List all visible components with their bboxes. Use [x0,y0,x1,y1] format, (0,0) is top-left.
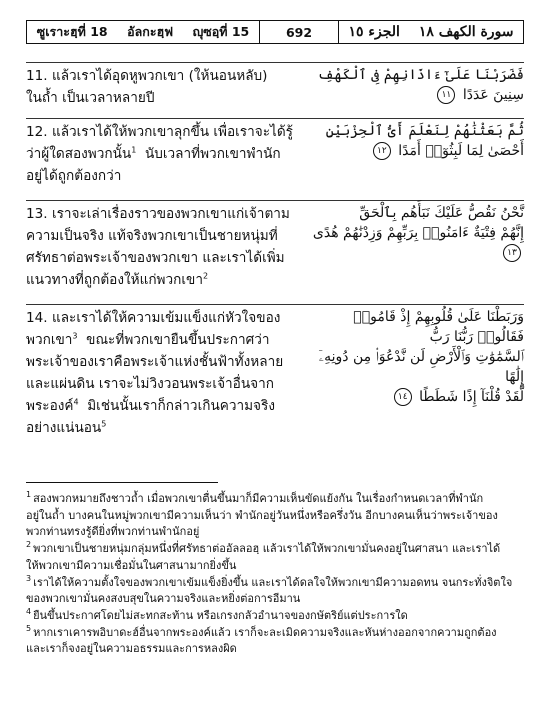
verse-block-11 [26,62,524,117]
arabic-line: إِنَّهُمْ فِتْيَةٌ ءَامَنُوا۟ بِرَبِّهِمْ وَزِدْنَٰهُمْ هُدًى [312,225,524,241]
verse-line: 14. และเราได้ให้ความเข้มแข็งแก่หัวใจของ [26,310,281,326]
verse-line: ขณะที่พวกเขายืนขึ้นประกาศว่า [86,332,270,348]
footnote-line: ยืนขึ้นประกาศโดยไม่สะทกสะท้าน หรือเกรงกลัวอำนาจของกษัตริย์แต่ประการใด [33,608,408,622]
verse-line: ความเป็นจริง แท้จริงพวกเขาเป็นชายหนุ่มที่ [26,228,278,244]
footnote-line: และเราก็จงอยู่ในความอธรรมและการหลงผิด [26,642,237,656]
footnote-ref: 1 [131,145,137,155]
ayah-number-marker: ١٤ [394,388,412,406]
arabic-line: وَرَبَطْنَا عَلَىٰ قُلُوبِهِمْ إِذْ قَامُوا۟ فَقَالُوا۟ رَبُّنَا رَبُّ [353,309,524,345]
verse-line: ว่าผู้ใดสองพวกนั้น [26,146,132,162]
page-number: 692 [259,21,339,43]
ayah-number-marker: ١١ [437,86,455,104]
footnotes-section [26,491,524,658]
arabic-line: أَحْصَىٰ لِمَا لَبِثُوٓا۟ أَمَدًا [398,143,524,159]
ayah-number-marker: ١٢ [373,142,391,160]
footnote-line: ของพวกเขามั่นคงสงบสุขในความจริงและหยิ่งต่อการอีมาน [26,592,301,606]
header-arabic-info [339,24,523,40]
verse-arabic [312,201,524,303]
header-juz-number: ญุซอฺที่ 15 [192,24,250,39]
footnote-line: เราได้ให้ความตั้งใจของพวกเขาเข้มแข็งยิ่งขึ้น และเราได้ดลใจให้พวกเขามีความอดทน จนกระทั่งจิตใจ [33,575,513,589]
arabic-line: نَّحْنُ نَقُصُّ عَلَيْكَ نَبَأَهُم بِٱلْحَقِّ [359,205,524,221]
verse-line: อยู่ได้ถูกต้องกว่า [26,168,122,184]
verse-translation [26,201,302,303]
arabic-line: ثُمَّ بَعَثْنَٰهُمْ لِنَعْلَمَ أَىُّ ٱلْحِزْبَيْنِ [325,123,524,139]
footnote-ref: 5 [101,419,107,429]
header-arabic-juz: الجزء ١٥ [348,24,400,40]
footnote-line: พวกเขาเป็นชายหนุ่มกลุ่มหนึ่งที่ศรัทธาต่ออัลลอฮฺ แล้วเราได้ให้พวกเขามั่นคงอยู่ในศาสนา และเราได้ [33,542,501,556]
footnote-ref: 3 [72,331,78,341]
footnote-line: พวกท่านทรงรู้ดียิ่งที่พวกท่านพำนักอยู่ [26,525,200,539]
page-header [26,20,524,44]
verse-line: 12. แล้วเราได้ให้พวกเขาลุกขึ้น เพื่อเราจะได้รู้ [26,124,293,140]
footnote-divider [26,482,218,483]
footnote-number: 1 [26,490,32,500]
verse-line: และแผ่นดิน เราจะไม่วิงวอนพระเจ้าอื่นจาก [26,376,274,392]
verse-line: 11. แล้วเราได้อุดหูพวกเขา (ให้นอนหลับ) [26,68,268,84]
footnote [26,541,524,574]
verse-line: พระเจ้าของเราคือพระเจ้าแห่งชั้นฟ้าทั้งหลาย [26,354,284,370]
verse-block-14 [26,304,524,453]
arabic-line: لَّقَدْ قُلْنَآ إِذًا شَطَطًا [419,389,524,405]
footnote-ref: 4 [73,397,79,407]
footnote [26,625,524,658]
footnote [26,491,524,541]
footnote-line: หากเราเคารพอิบาดะฮ์อื่นจากพระองค์แล้ว เราก็จะละเมิดความจริงและหันห่างออกจากความถูกต้อง [33,625,497,639]
arabic-line: ٱلسَّمَٰوَٰتِ وَٱلْأَرْضِ لَن نَّدْعُوَا۟ مِن دُونِهِۦٓ إِلَٰهًا [318,349,524,385]
verse-line: 13. เราจะเล่าเรื่องราวของพวกเขาแก่เจ้าตาม [26,206,290,222]
verse-arabic [312,119,524,199]
verse-line: อย่างแน่นอน [26,420,102,436]
verse-translation [26,119,302,199]
verse-arabic [312,63,524,117]
footnote-ref: 2 [202,271,209,281]
arabic-line: فَضَرَبْنَا عَلَىٰٓ ءَاذَانِهِمْ فِى ٱلْكَهْفِ [317,67,524,83]
footnote-number: 5 [26,623,32,633]
footnote-line: สองพวกหมายถึงชาวถ้ำ เมื่อพวกเขาตื่นขึ้นมาก็มีความเห็นขัดแย้งกัน ในเรื่องกำหนดเวลาที่พำนัก [33,492,484,505]
arabic-line: سِنِينَ عَدَدًا [462,87,524,103]
ayah-number-marker: ١٣ [503,244,521,262]
verse-line: แนวทางที่ถูกต้องให้แก่พวกเขา [26,272,203,288]
verse-line: นับเวลาที่พวกเขาพำนัก [144,146,281,162]
footnote-number: 4 [26,607,32,617]
header-surah-name: อัลกะฮฺฟ [127,24,174,39]
footnote-number: 3 [26,573,32,583]
verse-line: พวกเขา [26,332,73,348]
header-thai-info [27,22,259,42]
verse-arabic [312,305,524,453]
verse-translation [26,305,302,453]
verse-translation [26,63,302,117]
verse-line: ในถ้ำ เป็นเวลาหลายปี [26,90,155,106]
verse-block-12 [26,118,524,199]
verse-line: มิเช่นนั้นเราก็กล่าวเกินความจริง [87,398,275,414]
header-arabic-surah: سورة الكهف ١٨ [418,24,514,40]
footnote-number: 2 [26,540,32,550]
footnote [26,608,524,625]
verse-block-13 [26,200,524,303]
footnote-line: อยู่ในถ้ำ บางคนในหมู่พวกเขามีความเห็นว่า พำนักอยู่วันหนึ่งหรือครึ่งวัน อีกบางคนเห็นว่าพระเจ้าของ [26,508,498,522]
footnote-line: ให้พวกเขามีความเชื่อมั่นในศาสนามากยิ่งขึ้น [26,558,237,572]
footnote [26,575,524,608]
header-surah-number: ซูเราะฮฺที่ 18 [36,24,108,39]
verse-line: พระองค์ [26,398,74,414]
verse-line: ศรัทธาต่อพระเจ้าของพวกเขา และเราได้เพิ่ม [26,250,285,266]
